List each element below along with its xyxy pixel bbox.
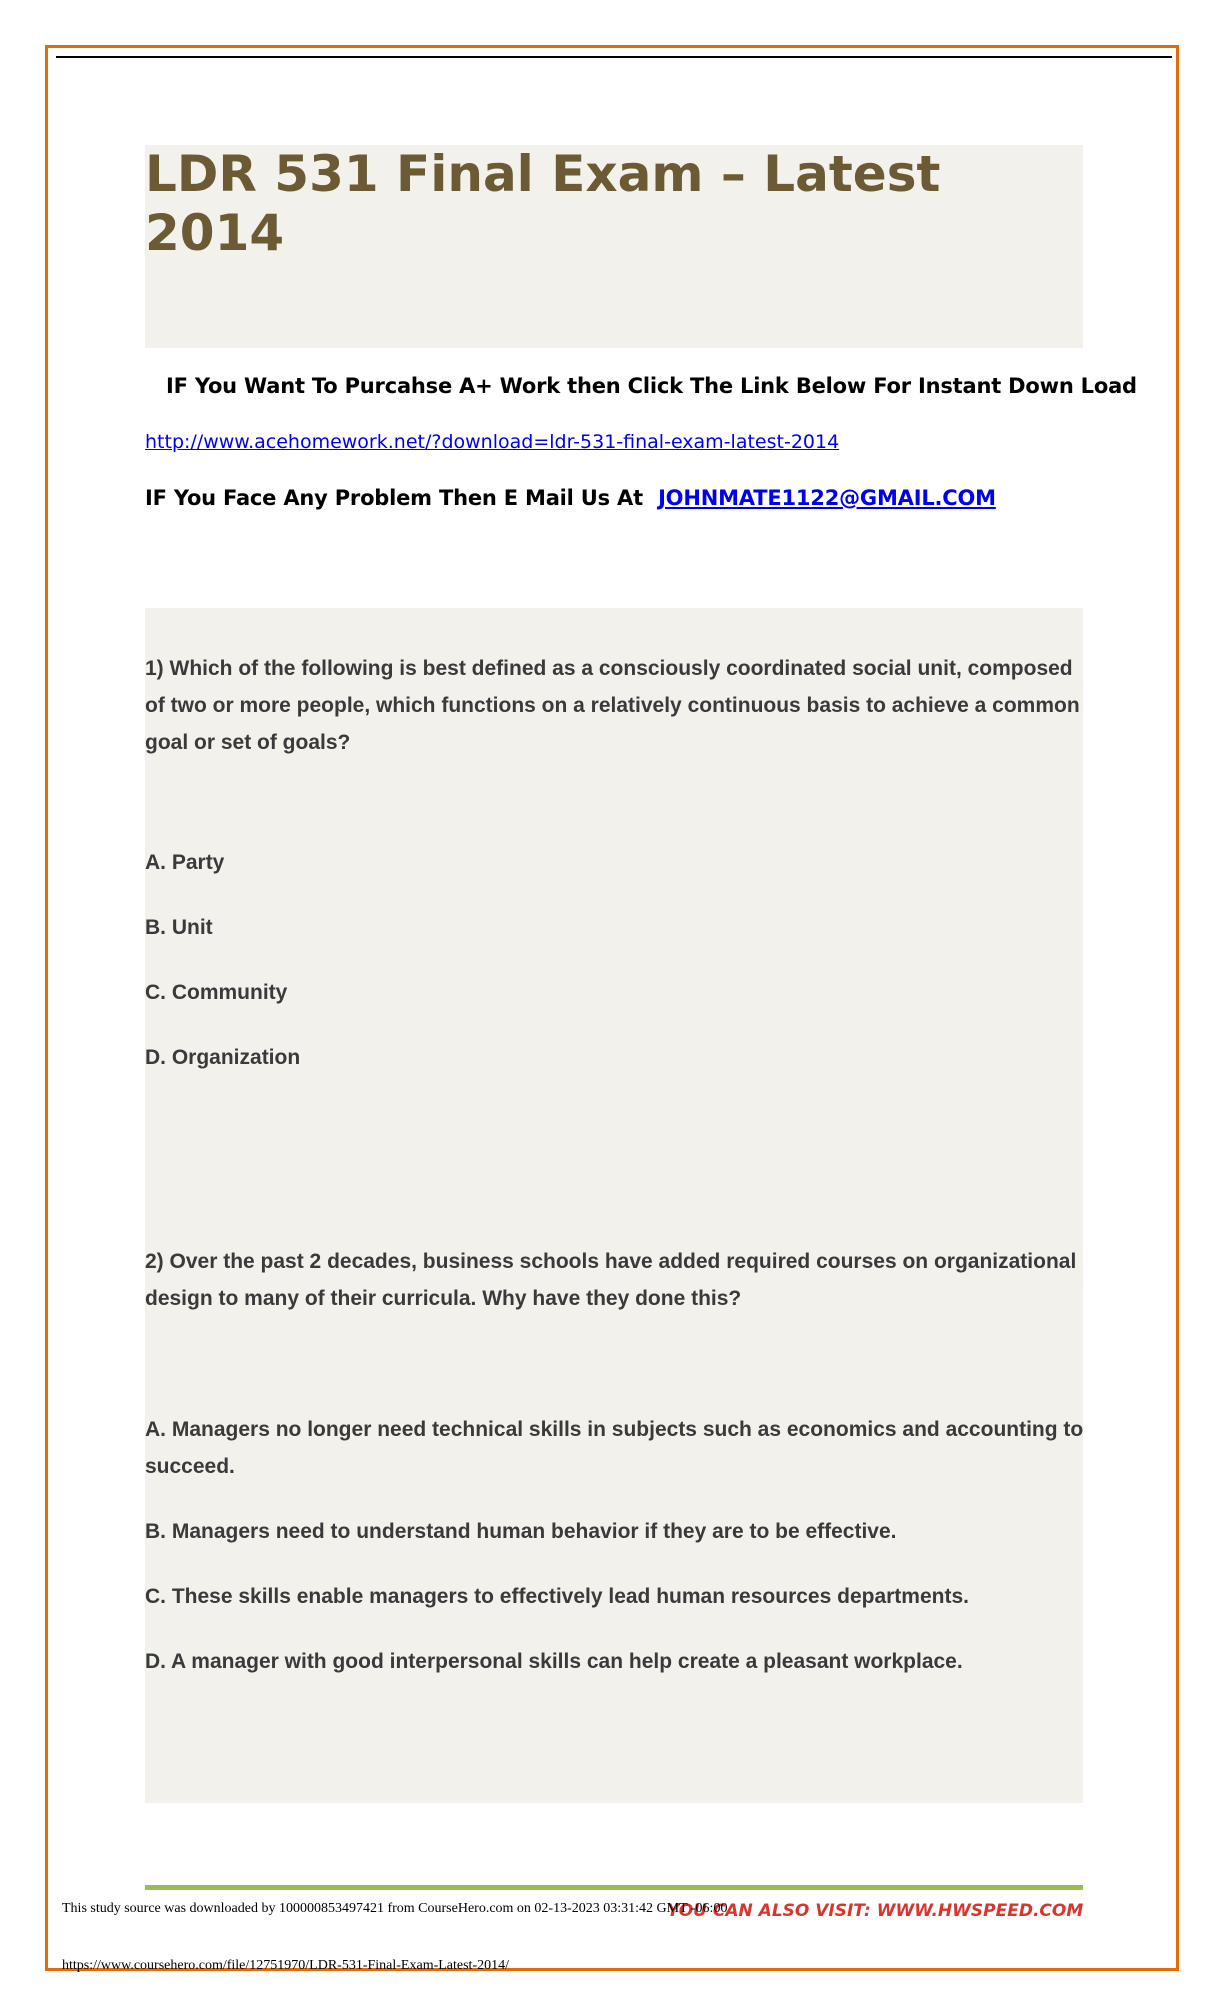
purchase-instruction: IF You Want To Purcahse A+ Work then Click The Link Below For Instant Down Load <box>166 374 1137 398</box>
question-1-text: 1) Which of the following is best defined as a consciously coordinated social unit, composed of two or more people, which functions on a relatively continuous basis to achieve a common goal or set of goals? <box>145 657 1080 754</box>
question-1-option-a: A. Party <box>145 851 225 874</box>
header-rule <box>56 56 1172 58</box>
footer-source-url: https://www.coursehero.com/file/12751970/LDR-531-Final-Exam-Latest-2014/ <box>62 1958 510 1973</box>
contact-prefix: IF You Face Any Problem Then E Mail Us At <box>145 486 643 510</box>
question-2-text: 2) Over the past 2 decades, business schools have added required courses on organizational design to many of their curricula. Why have they done this? <box>145 1250 1077 1310</box>
footer-rule <box>145 1885 1083 1890</box>
footer-source-note: This study source was downloaded by 100000853497421 from CourseHero.com on 02-13-2023 03:31:42 GMT -06:00 <box>62 1901 728 1916</box>
contact-email-link[interactable]: JOHNMATE1122@GMAIL.COM <box>658 486 996 510</box>
questions-background <box>145 608 1083 1803</box>
question-1-option-b: B. Unit <box>145 916 213 939</box>
contact-line <box>145 483 996 513</box>
question-2-option-b: B. Managers need to understand human behavior if they are to be effective. <box>145 1520 897 1543</box>
document-title: LDR 531 Final Exam – Latest 2014 <box>145 145 941 262</box>
question-1-option-c: C. Community <box>145 981 288 1004</box>
question-2-option-a: A. Managers no longer need technical skills in subjects such as economics and accounting to succeed. <box>145 1418 1084 1478</box>
question-2-option-c: C. These skills enable managers to effectively lead human resources departments. <box>145 1585 969 1608</box>
question-1-option-d: D. Organization <box>145 1046 301 1069</box>
footer-visit-text: YOU CAN ALSO VISIT: WWW.HWSPEED.COM <box>667 1901 1084 1921</box>
question-2-option-d: D. A manager with good interpersonal skills can help create a pleasant workplace. <box>145 1650 963 1673</box>
download-link[interactable]: http://www.acehomework.net/?download=ldr-531-final-exam-latest-2014 <box>145 431 840 453</box>
